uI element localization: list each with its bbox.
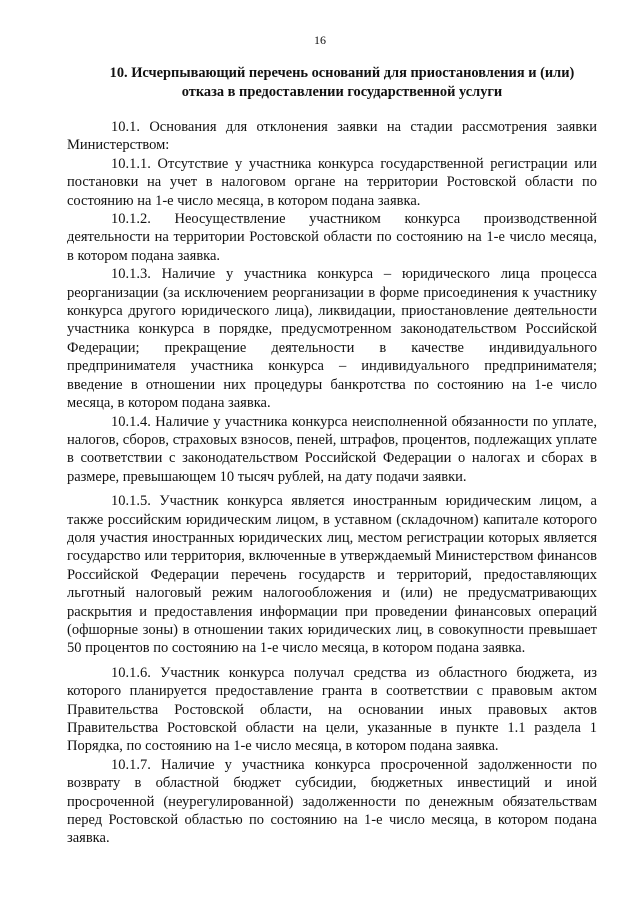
page-number: 16 — [314, 33, 326, 47]
paragraph-10-1-5: 10.1.5. Участник конкурса является иностранным юридическим лицом, а также российским юридическим лицом, в уставном (складочном) капитале которого доля участия иностранных юридических лиц, местом регистрации которых является государство или территория, включенные в утверждаемый Министерством финансов Российской Федерации перечень государств и территорий, предоставляющих льготный налоговый режим налогообложения и (или) не предусматривающих раскрытия и предоставления информации при проведении финансовых операций (офшорные зоны) в отношении таких юридических лиц, в совокупности превышает 50 процентов по состоянию на 1-е число месяца, в котором подана заявка. — [67, 493, 597, 657]
paragraph-10-1-1: 10.1.1. Отсутствие у участника конкурса государственной регистрации или постановки на учет в налоговом органе на территории Ростовской области по состоянию на 1-е число месяца, в котором подана заявка. — [67, 155, 597, 209]
section-heading-line-1: 10. Исчерпывающий перечень оснований для приостановления и (или) — [109, 65, 575, 81]
paragraph-10-1-7: 10.1.7. Наличие у участника конкурса просроченной задолженности по возврату в областной бюджет субсидии, бюджетных инвестиций и иной просроченной (неурегулированной) задолженности по денежным обязательствам перед Ростовской областью по состоянию на 1-е число месяца, в котором подана заявка. — [67, 756, 597, 847]
paragraph-10-1-4: 10.1.4. Наличие у участника конкурса неисполненной обязанности по уплате, налогов, сборов, страховых взносов, пеней, штрафов, процентов, подлежащих уплате в соответствии с законодательством Российской Федерации о налогах и сборах в размере, превышающем 10 тысяч рублей, на дату подачи заявки. — [67, 413, 597, 485]
paragraph-10-1: 10.1. Основания для отклонения заявки на стадии рассмотрения заявки Министерством: — [67, 119, 597, 154]
section-heading — [86, 64, 598, 102]
paragraph-10-1-3: 10.1.3. Наличие у участника конкурса – юридического лица процесса реорганизации (за исключением реорганизации в форме присоединения к участнику конкурса другого юридического лица), ликвидации, приостановление деятельности участника конкурса в порядке, предусмотренном законодательством Российской Федерации; прекращение деятельности в качестве индивидуального предпринимателя участника конкурса – индивидуального предпринимателя; введение в отношении них процедуры банкротства по состоянию на 1-е число месяца, в котором подана заявка. — [67, 266, 597, 412]
paragraph-10-1-2: 10.1.2. Неосуществление участником конкурса производственной деятельности на территории Ростовской области по состоянию на 1-е число месяца, в котором подана заявка. — [67, 211, 597, 264]
paragraph-10-1-6: 10.1.6. Участник конкурса получал средства из областного бюджета, из которого планируется предоставление гранта в соответствии с правовым актом Правительства Ростовской области, на основании иных правовых актов Правительства Ростовской области на цели, указанные в пункте 1.1 раздела 1 Порядка, по состоянию на 1-е число месяца, в котором подана заявка. — [67, 664, 597, 755]
document-body — [67, 118, 597, 848]
section-heading-line-2: отказа в предоставлении государственной услуги — [181, 84, 503, 100]
